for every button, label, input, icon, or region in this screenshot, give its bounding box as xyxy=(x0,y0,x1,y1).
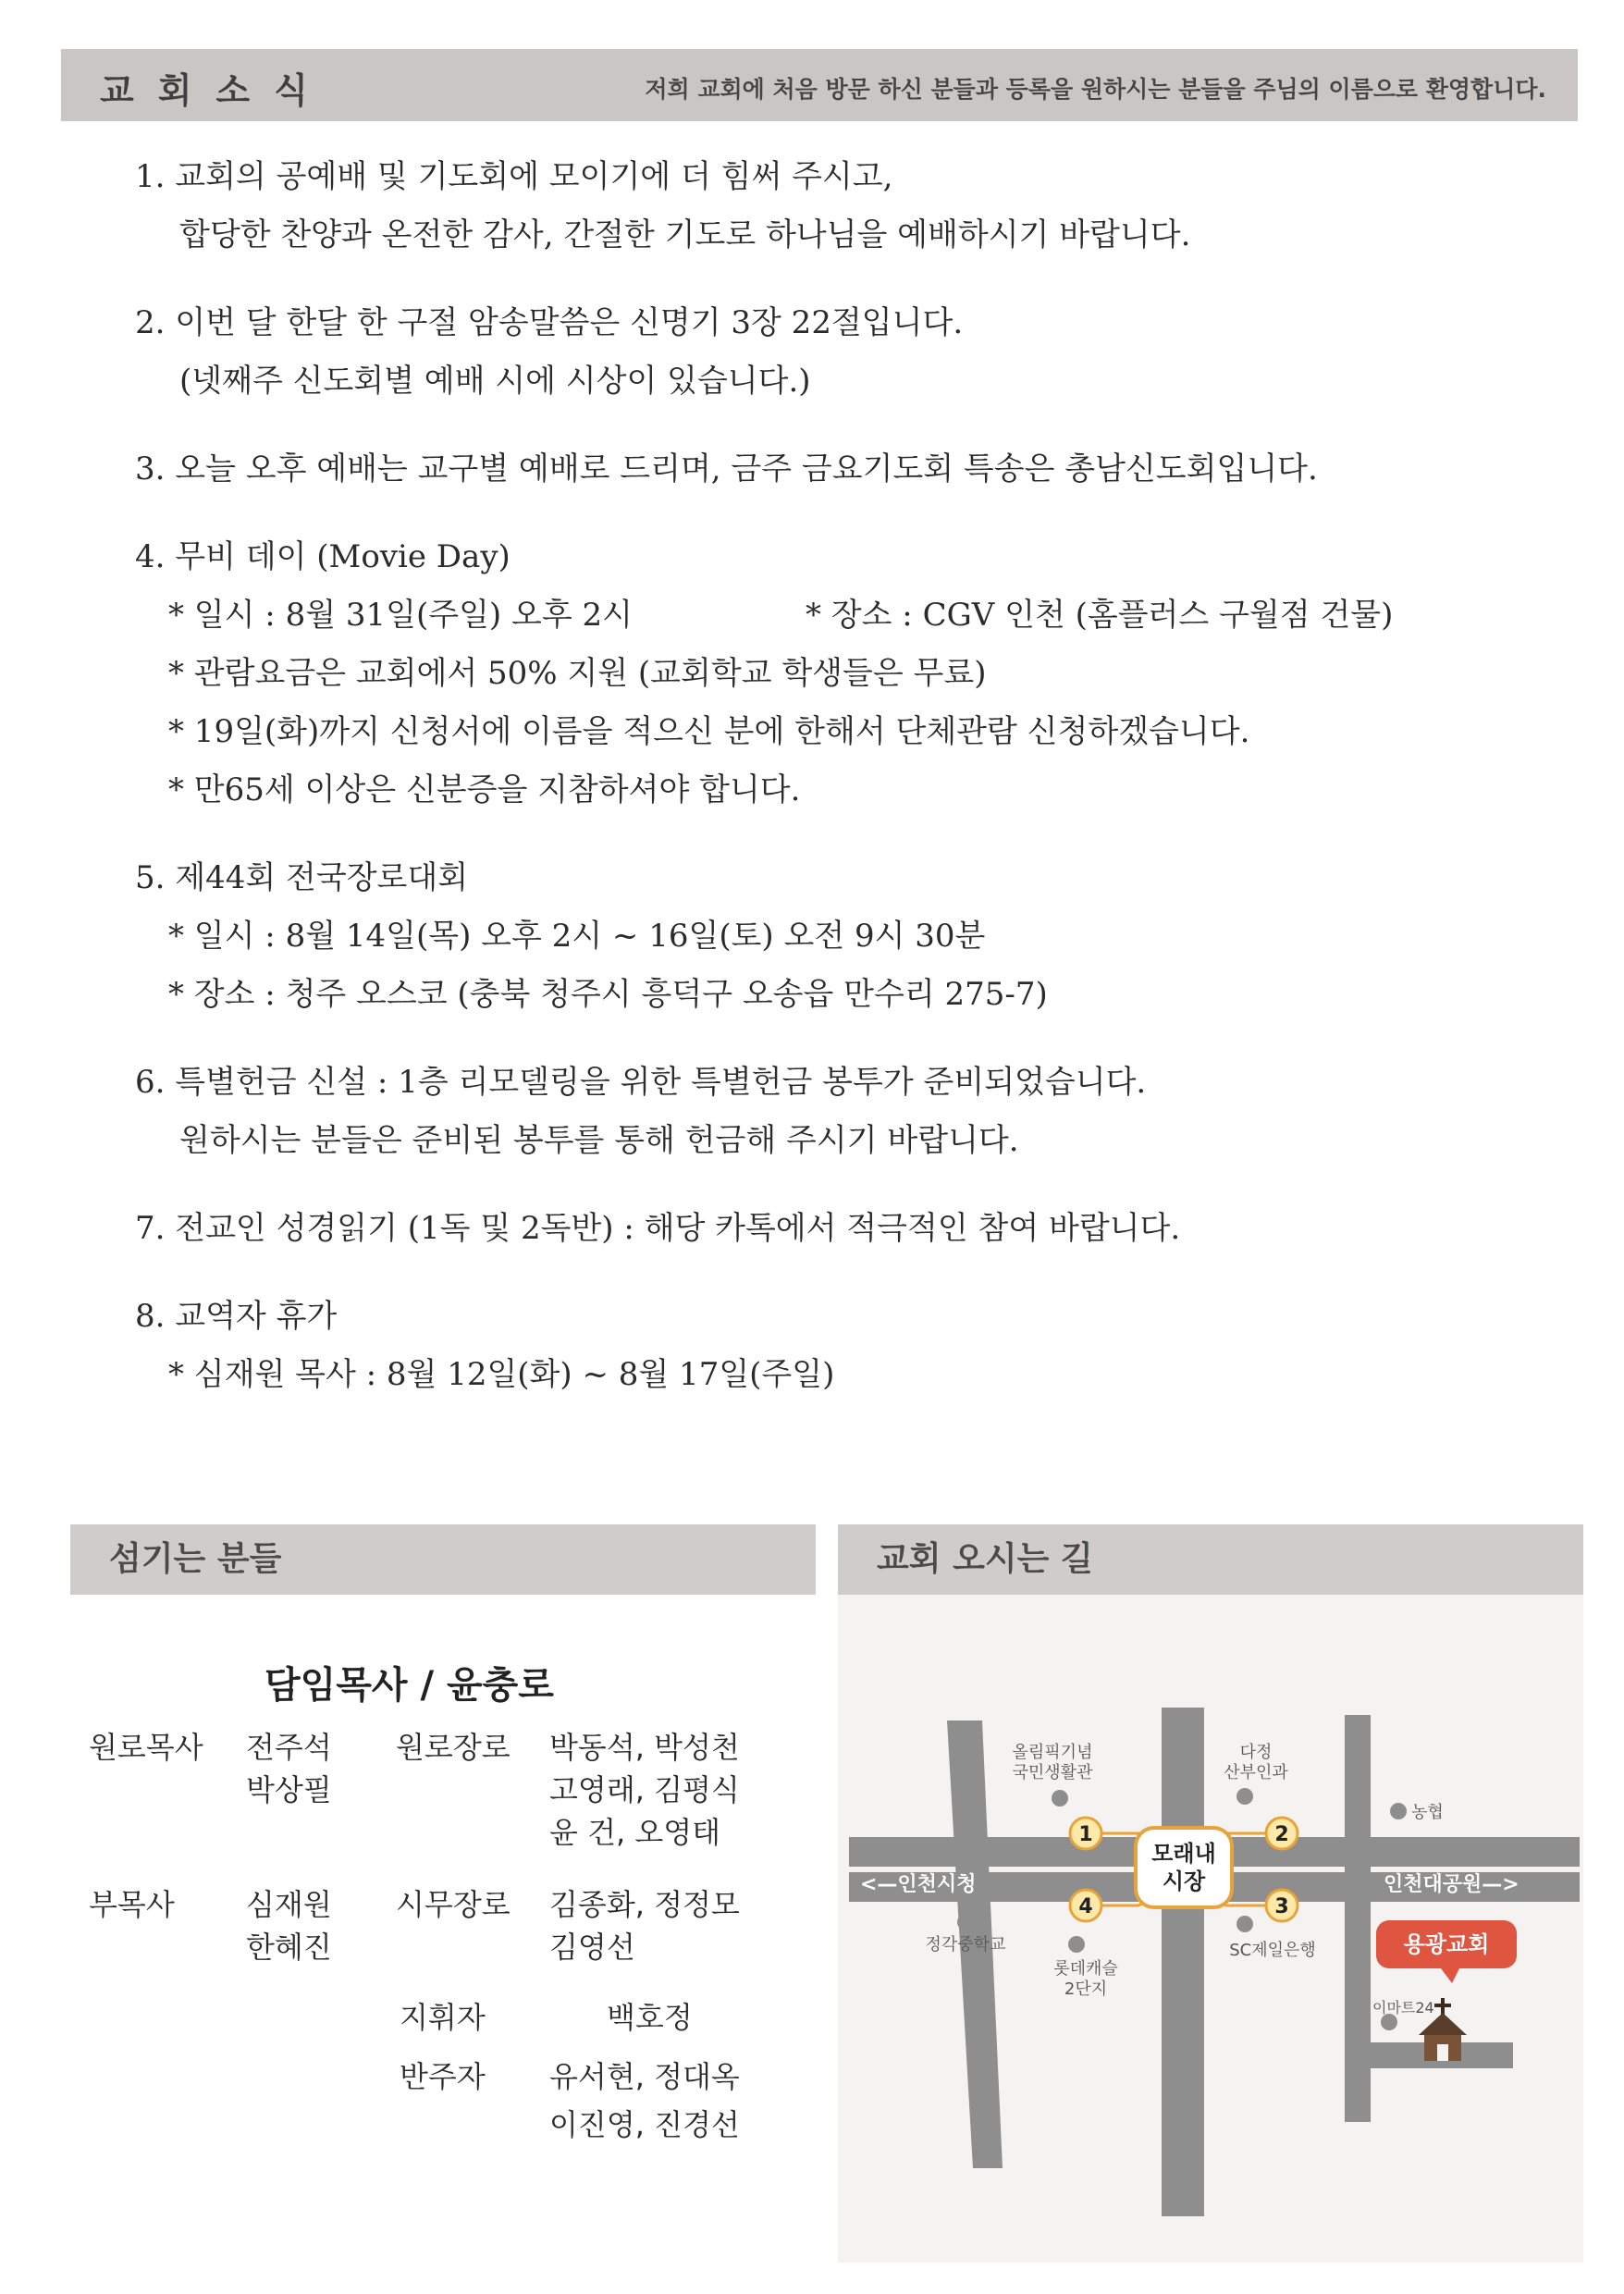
landmark-emart: 이마트24 xyxy=(1372,1999,1434,2016)
market-badge xyxy=(1136,1828,1232,1907)
landmark-dot xyxy=(957,1914,974,1930)
exit-marker-3 xyxy=(1266,1890,1298,1921)
news-line: 2. 이번 달 한달 한 구절 암송말씀은 신명기 3장 22절입니다. xyxy=(135,304,964,341)
movie-date: * 일시 : 8월 31일(주일) 오후 2시 xyxy=(168,597,633,634)
landmark-dot xyxy=(1236,1916,1253,1932)
news-subline: * 장소 : 청주 오스코 (충북 청주시 흥덕구 오송읍 만수리 275-7) xyxy=(168,976,1048,1013)
staff-role: 반주자 xyxy=(400,2059,486,2094)
news-item-4 xyxy=(135,528,1504,820)
directions-map xyxy=(838,1595,1583,2263)
staff-role: 지휘자 xyxy=(400,2000,486,2035)
staff-name: 김영선 xyxy=(549,1930,635,1965)
exit-number: 2 xyxy=(1274,1823,1289,1846)
news-subline xyxy=(135,586,1504,645)
exit-marker-2 xyxy=(1266,1818,1298,1849)
road-main-vertical xyxy=(1162,1708,1204,2216)
news-subline: * 관람요금은 교회에서 50% 지원 (교회학교 학생들은 무료) xyxy=(168,655,987,692)
news-subline: * 심재원 목사 : 8월 12일(화) ~ 8월 17일(주일) xyxy=(168,1356,835,1393)
staff-name: 김종화, 정정모 xyxy=(549,1887,740,1922)
news-line: 1. 교회의 공예배 및 기도회에 모이기에 더 힘써 주시고, xyxy=(135,158,893,195)
movie-place: * 장소 : CGV 인천 (홈플러스 구월점 건물) xyxy=(806,597,1394,634)
news-list xyxy=(135,148,1504,1404)
staff-name: 유서현, 정대옥 xyxy=(549,2059,740,2094)
landmark-olympic: 국민생활관 xyxy=(1012,1763,1093,1782)
news-header-bar xyxy=(61,49,1578,121)
landmark-dot xyxy=(1068,1936,1085,1953)
staff-role: 원로장로 xyxy=(396,1730,511,1765)
news-item-5 xyxy=(135,849,1504,1024)
news-item-7 xyxy=(135,1200,1504,1258)
exit-number: 3 xyxy=(1274,1895,1289,1918)
news-line: 원하시는 분들은 준비된 봉투를 통해 헌금해 주시기 바랍니다. xyxy=(179,1122,1019,1159)
church-label-pointer xyxy=(1441,1968,1459,1983)
news-subline: * 일시 : 8월 14일(목) 오후 2시 ~ 16일(토) 오전 9시 30분 xyxy=(168,918,986,955)
news-item-1 xyxy=(135,148,1504,265)
landmark-sc-bank: SC제일은행 xyxy=(1229,1941,1316,1960)
news-line: 3. 오늘 오후 예배는 교구별 예배로 드리며, 금주 금요기도회 특송은 총남신도회입니다. xyxy=(135,450,1318,487)
news-subline: * 19일(화)까지 신청서에 이름을 적으신 분에 한해서 단체관람 신청하겠습니다. xyxy=(168,713,1250,750)
landmark-dot xyxy=(1236,1788,1253,1805)
landmark-jeonggak: 정각중학교 xyxy=(925,1935,1006,1955)
staff-role: 원로목사 xyxy=(89,1730,203,1765)
staff-name: 백호정 xyxy=(607,2000,693,2035)
east-direction-label: 인천대공원—> xyxy=(1384,1873,1519,1896)
news-item-6 xyxy=(135,1054,1504,1170)
church-name: 용광교회 xyxy=(1403,1931,1490,1957)
staff-name: 이진영, 진경선 xyxy=(549,2107,740,2142)
staff-name: 한혜진 xyxy=(246,1930,332,1965)
news-line: 5. 제44회 전국장로대회 xyxy=(135,859,469,896)
staff-name: 전주석 xyxy=(246,1730,332,1765)
exit-marker-1 xyxy=(1070,1818,1101,1849)
exit-number: 4 xyxy=(1078,1895,1093,1918)
staff-role: 부목사 xyxy=(89,1887,175,1922)
news-line: 합당한 찬양과 온전한 감사, 간절한 기도로 하나님을 예배하시기 바랍니다. xyxy=(179,216,1191,253)
staff-role: 시무장로 xyxy=(396,1887,511,1922)
news-line: 8. 교역자 휴가 xyxy=(135,1298,338,1335)
landmark-lotte: 롯데캐슬 xyxy=(1053,1959,1118,1979)
exit-number: 1 xyxy=(1078,1823,1093,1846)
news-line: 6. 특별헌금 신설 : 1층 리모델링을 위한 특별헌금 봉투가 준비되었습니다. xyxy=(135,1064,1147,1101)
directions-section-heading: 교회 오시는 길 xyxy=(838,1524,1583,1595)
exit-marker-4 xyxy=(1070,1890,1101,1921)
landmark-dajeong: 다정 xyxy=(1239,1743,1273,1762)
market-label: 시장 xyxy=(1162,1868,1206,1894)
landmark-dajeong: 산부인과 xyxy=(1224,1763,1288,1782)
market-label: 모래내 xyxy=(1151,1841,1216,1867)
map-drawing xyxy=(838,1595,1583,2263)
west-direction-label: <—인천시청 xyxy=(860,1873,977,1896)
news-item-3 xyxy=(135,440,1504,499)
news-title: 교회소식 xyxy=(100,70,332,111)
news-item-2 xyxy=(135,294,1504,411)
news-line: 7. 전교인 성경읽기 (1독 및 2독반) : 해당 카톡에서 적극적인 참여 바랍니다. xyxy=(135,1210,1181,1247)
staff-name: 심재원 xyxy=(246,1887,332,1922)
news-subline: * 만65세 이상은 신분증을 지참하셔야 합니다. xyxy=(168,771,801,808)
landmark-dot xyxy=(1052,1790,1068,1807)
landmark-olympic: 올림픽기념 xyxy=(1012,1743,1093,1762)
staff-name: 윤 건, 오영태 xyxy=(549,1815,721,1850)
staff-section-heading: 섬기는 분들 xyxy=(70,1524,816,1595)
news-item-8 xyxy=(135,1288,1504,1404)
staff-name: 박동석, 박성천 xyxy=(549,1730,740,1765)
landmark-nonghyup: 농협 xyxy=(1411,1803,1444,1822)
news-line: (넷째주 신도회별 예배 시에 시상이 있습니다.) xyxy=(179,363,811,400)
staff-name: 고영래, 김평식 xyxy=(549,1772,740,1807)
news-line: 4. 무비 데이 (Movie Day) xyxy=(135,538,511,575)
landmark-dot xyxy=(1390,1803,1407,1819)
landmark-lotte: 2단지 xyxy=(1064,1980,1108,1999)
senior-pastor: 담임목사 / 윤충로 xyxy=(265,1664,554,1707)
staff-name: 박상필 xyxy=(246,1772,332,1807)
welcome-message: 저희 교회에 처음 방문 하신 분들과 등록을 원하시는 분들을 주님의 이름으로 환영합니다. xyxy=(645,76,1546,103)
